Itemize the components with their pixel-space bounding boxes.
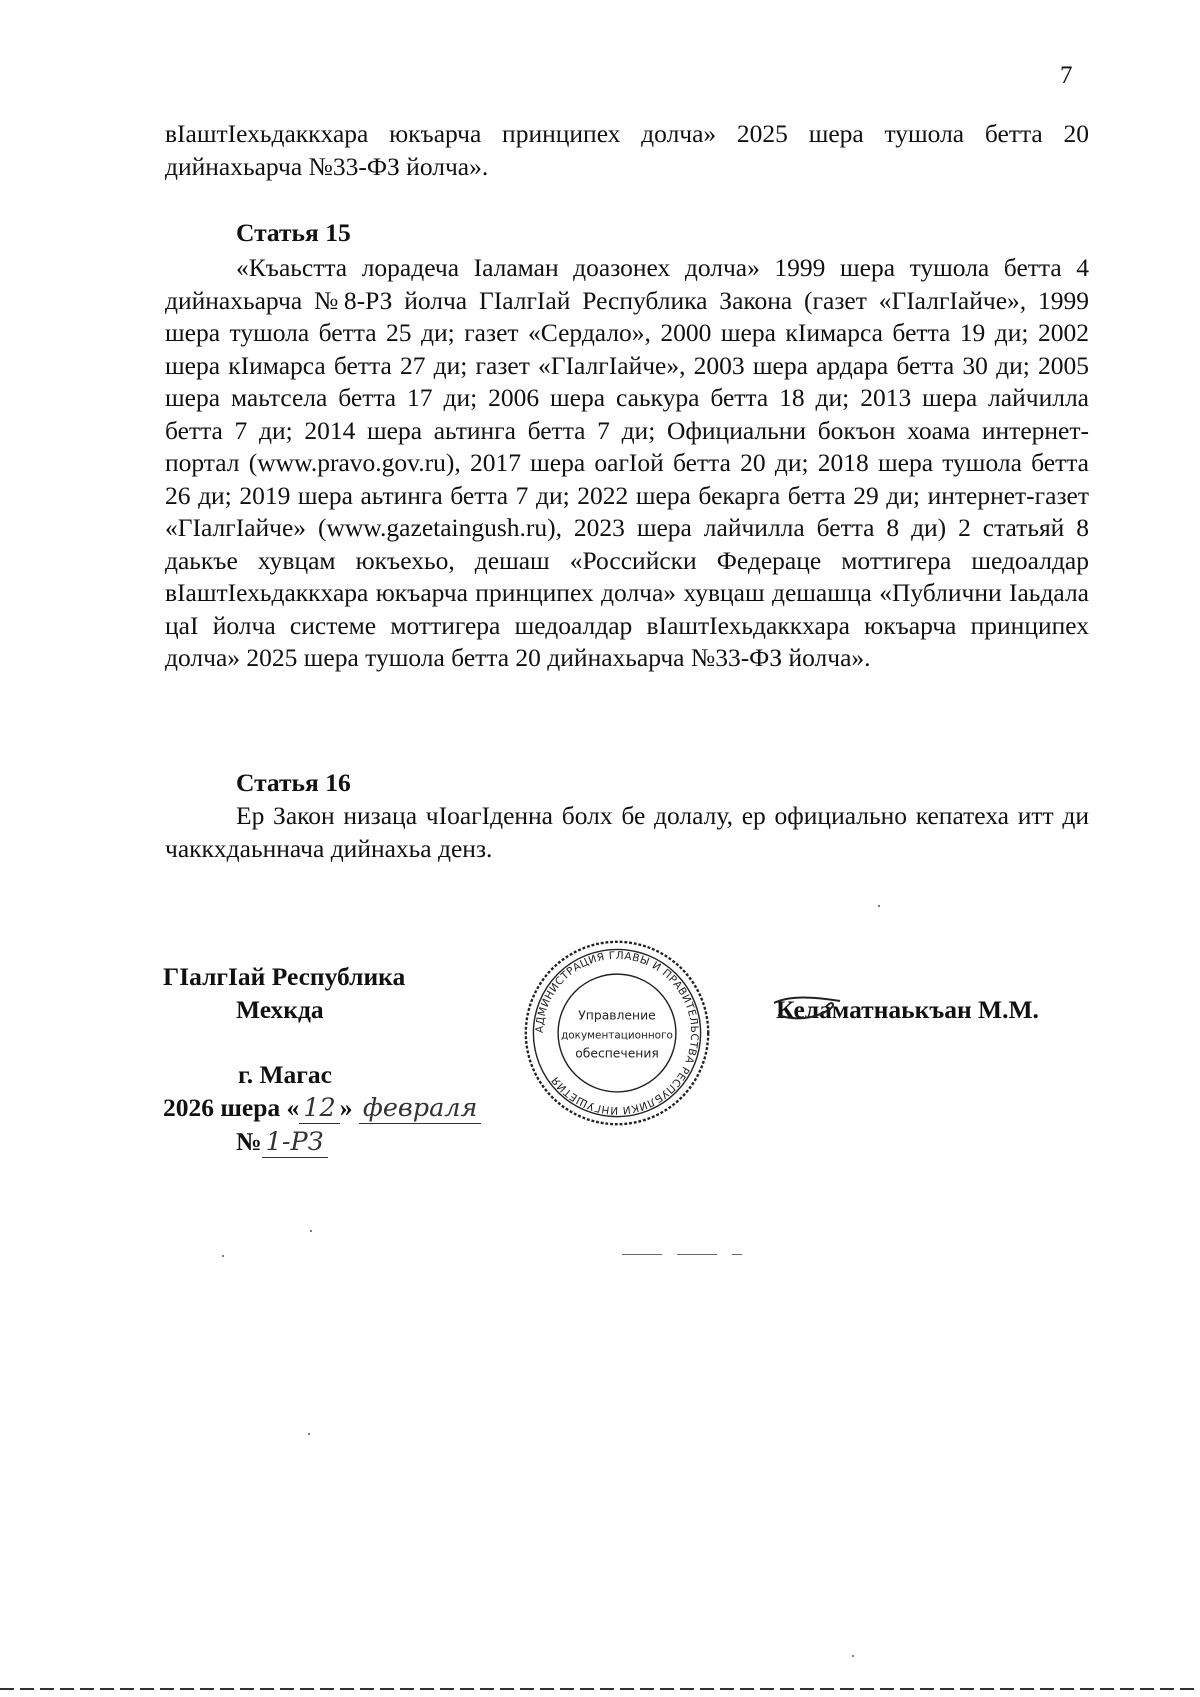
date-day: 12: [299, 1093, 339, 1124]
signing-date: [163, 1093, 481, 1123]
date-month: февраля: [359, 1093, 482, 1124]
stamp-center-line3: обеспечения: [575, 1046, 659, 1061]
number-prefix: №: [236, 1127, 262, 1156]
stamp-center-line2: документационного: [561, 1029, 673, 1042]
scan-speck: [222, 1255, 224, 1257]
stamp-center-line1: Управление: [578, 1008, 656, 1023]
law-number: [236, 1127, 328, 1157]
article-16-body: Ер Закон низаца чIоагIденна болх бе долалу, ер официально кепатеха итт ди чаккхдаьннача дийнахьа денз.: [165, 801, 1089, 863]
scan-speck: [852, 1655, 854, 1657]
signing-city: г. Магас: [238, 1060, 332, 1089]
article-15-heading: Статья 15: [236, 218, 351, 247]
stamp-ring-text: АДМИНИСТРАЦИЯ ГЛАВЫ И ПРАВИТЕЛЬСТВА РЕСПУБЛИКИ ИНГУШЕТИЯ: [533, 949, 701, 1117]
scan-speck: [878, 905, 880, 907]
scan-speck: [308, 1433, 310, 1435]
signer-org-line1: ГIалгIай Республика: [163, 962, 406, 991]
number-value: 1-РЗ: [262, 1127, 328, 1158]
scan-bottom-edge: [0, 1688, 1200, 1690]
signer-name: Келаматнаькъан М.М.: [776, 995, 1039, 1024]
date-mid: »: [339, 1093, 353, 1122]
scan-speck: [310, 1230, 312, 1232]
signer-org-line2: Мехкда: [236, 995, 324, 1024]
official-stamp: [522, 938, 712, 1128]
date-prefix: 2026 шера «: [163, 1093, 300, 1122]
article-15-body: «Къаьстта лорадеча Iаламан доазонех долча» 1999 шера тушола бетта 4 дийнахьарча №8-РЗ йолча ГIалгIай Республика Закона (газет «ГIалгIайче», 1999 шера тушола бетта 25 ди; газет «Сердало», 2000 шера кIимарса бетта 19 ди; 2002 шера кIимарса бетта 27 ди; газет «ГIалгIайче», 2003 шера ардара бетта 30 ди; 2005 шера маьтсела бетта 17 ди; 2006 шера саькура бетта 18 ди; 2013 шера лайчилла бетта 7 ди; 2014 шера аьтинга бетта 7 ди; Официальни бокъон хоама интернет-портал (www.pravo.gov.ru), 2017 шера оагIой бетта 20 ди; 2018 шера тушола бетта 26 ди; 2019 шера аьтинга бетта 7 ди; 2022 шера бекарга бетта 29 ди; интернет-газет «ГIалгIайче» (www.gazetaingush.ru), 2023 шера лайчилла бетта 8 ди) 2 статьяй 8 даькъе хувцам юкъехьо, дешаш «Российски Федераце моттигера шедоалдар вIаштIехьдаккхара юкъарча принципех долча» хувцаш дешашца «Публични Iаьдала цаI йолча системе моттигера шедоалдар вIаштIехьдаккхара юкъарча принципех долча» 2025 шера тушола бетта 20 дийнахьарча №33-ФЗ йолча».: [165, 253, 1089, 672]
scan-artifact-line: [622, 1254, 742, 1255]
article-16-heading: Статья 16: [236, 768, 351, 797]
handwritten-signature: [770, 985, 845, 1025]
page-number: 7: [1060, 62, 1073, 89]
continuation-paragraph: вIаштIехьдаккхара юкъарча принципех долча» 2025 шера тушола бетта 20 дийнахьарча №33-ФЗ йолча».: [165, 119, 1089, 181]
